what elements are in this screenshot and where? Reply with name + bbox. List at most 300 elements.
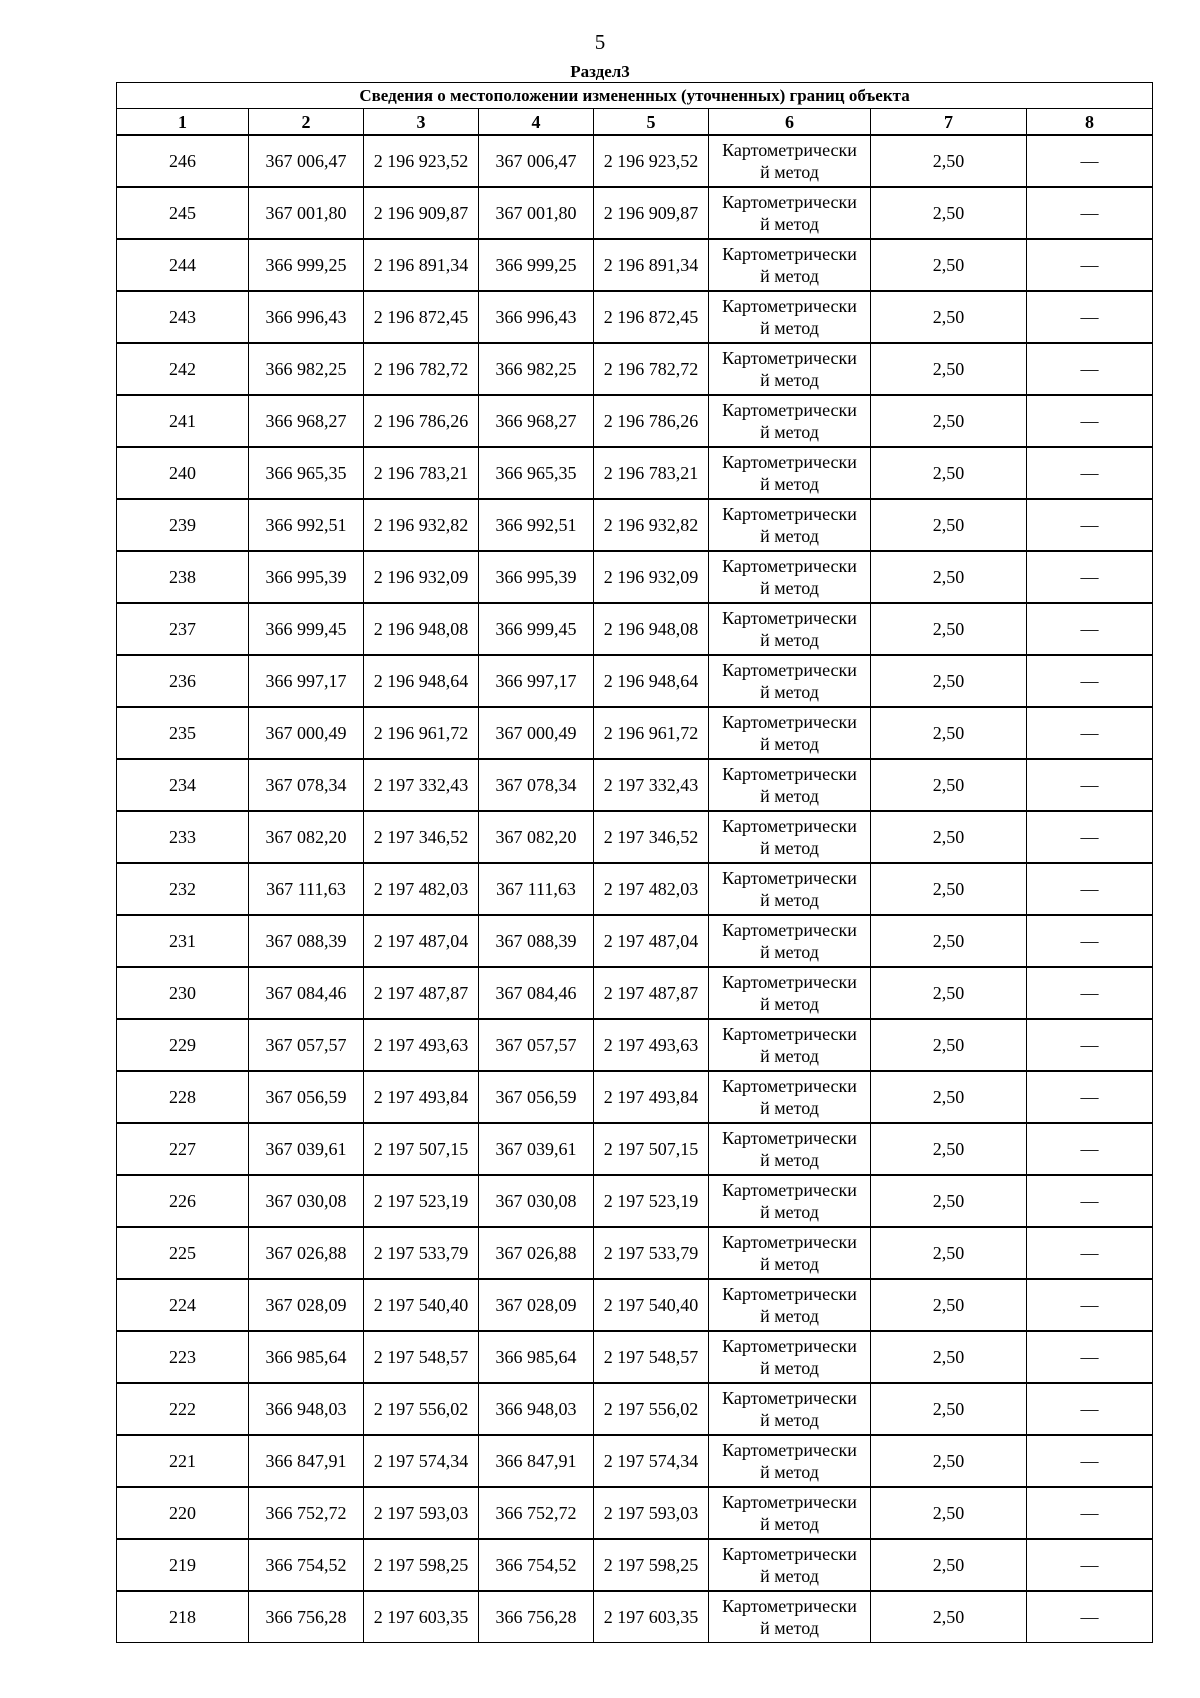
x-coordinate-existing: 367 057,57 (249, 1019, 364, 1071)
x-coordinate-existing: 367 001,80 (249, 187, 364, 239)
x-coordinate-existing: 366 754,52 (249, 1539, 364, 1591)
method-line-2: й метод (760, 1202, 819, 1222)
point-number: 244 (117, 239, 249, 291)
y-coordinate-existing: 2 197 540,40 (364, 1279, 479, 1331)
note-dash: — (1027, 551, 1153, 603)
y-coordinate-updated: 2 197 493,84 (594, 1071, 709, 1123)
y-coordinate-existing: 2 196 948,64 (364, 655, 479, 707)
method-line-2: й метод (760, 214, 819, 234)
method-cell (709, 239, 871, 291)
x-coordinate-updated: 366 756,28 (479, 1591, 594, 1643)
method-cell (709, 1227, 871, 1279)
method-line-2: й метод (760, 838, 819, 858)
method-line-1: Картометрически (722, 556, 857, 576)
method-line-2: й метод (760, 422, 819, 442)
x-coordinate-updated: 366 754,52 (479, 1539, 594, 1591)
x-coordinate-updated: 367 006,47 (479, 135, 594, 187)
y-coordinate-existing: 2 196 786,26 (364, 395, 479, 447)
table-row (117, 603, 1153, 655)
x-coordinate-updated: 366 996,43 (479, 291, 594, 343)
y-coordinate-existing: 2 197 523,19 (364, 1175, 479, 1227)
method-line-2: й метод (760, 942, 819, 962)
column-number: 3 (364, 109, 479, 136)
y-coordinate-updated: 2 196 872,45 (594, 291, 709, 343)
method-cell (709, 1123, 871, 1175)
method-line-1: Картометрически (722, 1492, 857, 1512)
x-coordinate-updated: 366 992,51 (479, 499, 594, 551)
y-coordinate-existing: 2 197 487,87 (364, 967, 479, 1019)
x-coordinate-updated: 367 000,49 (479, 707, 594, 759)
method-line-1: Картометрически (722, 816, 857, 836)
x-coordinate-updated: 366 997,17 (479, 655, 594, 707)
method-line-2: й метод (760, 526, 819, 546)
x-coordinate-existing: 366 982,25 (249, 343, 364, 395)
x-coordinate-existing: 367 056,59 (249, 1071, 364, 1123)
method-cell (709, 447, 871, 499)
note-dash: — (1027, 187, 1153, 239)
method-cell (709, 1539, 871, 1591)
y-coordinate-updated: 2 197 482,03 (594, 863, 709, 915)
point-number: 236 (117, 655, 249, 707)
point-number: 242 (117, 343, 249, 395)
table-row (117, 291, 1153, 343)
y-coordinate-existing: 2 196 782,72 (364, 343, 479, 395)
method-cell (709, 811, 871, 863)
y-coordinate-updated: 2 196 783,21 (594, 447, 709, 499)
y-coordinate-updated: 2 196 932,82 (594, 499, 709, 551)
y-coordinate-updated: 2 196 786,26 (594, 395, 709, 447)
method-cell (709, 499, 871, 551)
method-line-2: й метод (760, 1046, 819, 1066)
method-cell (709, 655, 871, 707)
accuracy-value: 2,50 (871, 1071, 1027, 1123)
x-coordinate-updated: 367 057,57 (479, 1019, 594, 1071)
table-caption-row (117, 83, 1153, 109)
method-cell (709, 1019, 871, 1071)
accuracy-value: 2,50 (871, 967, 1027, 1019)
y-coordinate-updated: 2 197 540,40 (594, 1279, 709, 1331)
accuracy-value: 2,50 (871, 1019, 1027, 1071)
method-line-2: й метод (760, 682, 819, 702)
point-number: 225 (117, 1227, 249, 1279)
method-line-1: Картометрически (722, 348, 857, 368)
accuracy-value: 2,50 (871, 1487, 1027, 1539)
column-number: 8 (1027, 109, 1153, 136)
column-number: 7 (871, 109, 1027, 136)
table-row (117, 655, 1153, 707)
accuracy-value: 2,50 (871, 655, 1027, 707)
y-coordinate-updated: 2 197 598,25 (594, 1539, 709, 1591)
note-dash: — (1027, 1071, 1153, 1123)
method-line-1: Картометрически (722, 1336, 857, 1356)
accuracy-value: 2,50 (871, 915, 1027, 967)
point-number: 224 (117, 1279, 249, 1331)
table-row (117, 1435, 1153, 1487)
method-cell (709, 1175, 871, 1227)
accuracy-value: 2,50 (871, 135, 1027, 187)
method-cell (709, 1071, 871, 1123)
method-line-1: Картометрически (722, 920, 857, 940)
table-row (117, 1331, 1153, 1383)
column-number: 6 (709, 109, 871, 136)
table-row (117, 499, 1153, 551)
table-row (117, 1591, 1153, 1643)
column-number: 2 (249, 109, 364, 136)
point-number: 245 (117, 187, 249, 239)
note-dash: — (1027, 239, 1153, 291)
x-coordinate-existing: 366 756,28 (249, 1591, 364, 1643)
x-coordinate-existing: 367 082,20 (249, 811, 364, 863)
method-line-1: Картометрически (722, 400, 857, 420)
point-number: 218 (117, 1591, 249, 1643)
method-line-1: Картометрически (722, 1076, 857, 1096)
x-coordinate-existing: 366 995,39 (249, 551, 364, 603)
method-line-1: Картометрически (722, 452, 857, 472)
point-number: 240 (117, 447, 249, 499)
table-row (117, 811, 1153, 863)
y-coordinate-existing: 2 196 783,21 (364, 447, 479, 499)
x-coordinate-existing: 367 006,47 (249, 135, 364, 187)
note-dash: — (1027, 1227, 1153, 1279)
y-coordinate-existing: 2 197 346,52 (364, 811, 479, 863)
y-coordinate-existing: 2 196 891,34 (364, 239, 479, 291)
y-coordinate-existing: 2 196 932,82 (364, 499, 479, 551)
x-coordinate-updated: 367 026,88 (479, 1227, 594, 1279)
x-coordinate-existing: 366 847,91 (249, 1435, 364, 1487)
x-coordinate-existing: 367 078,34 (249, 759, 364, 811)
x-coordinate-updated: 366 999,45 (479, 603, 594, 655)
accuracy-value: 2,50 (871, 395, 1027, 447)
method-cell (709, 291, 871, 343)
method-line-2: й метод (760, 578, 819, 598)
table-row (117, 915, 1153, 967)
accuracy-value: 2,50 (871, 447, 1027, 499)
y-coordinate-updated: 2 197 487,04 (594, 915, 709, 967)
y-coordinate-existing: 2 196 961,72 (364, 707, 479, 759)
y-coordinate-updated: 2 196 782,72 (594, 343, 709, 395)
point-number: 237 (117, 603, 249, 655)
point-number: 243 (117, 291, 249, 343)
method-cell (709, 967, 871, 1019)
accuracy-value: 2,50 (871, 1435, 1027, 1487)
x-coordinate-updated: 367 078,34 (479, 759, 594, 811)
method-line-2: й метод (760, 1618, 819, 1638)
method-line-1: Картометрически (722, 1596, 857, 1616)
x-coordinate-updated: 366 752,72 (479, 1487, 594, 1539)
y-coordinate-updated: 2 197 574,34 (594, 1435, 709, 1487)
y-coordinate-existing: 2 197 332,43 (364, 759, 479, 811)
method-line-1: Картометрически (722, 660, 857, 680)
method-cell (709, 187, 871, 239)
method-line-1: Картометрически (722, 192, 857, 212)
column-number: 5 (594, 109, 709, 136)
table-row (117, 551, 1153, 603)
boundary-table (116, 82, 1153, 1643)
point-number: 227 (117, 1123, 249, 1175)
note-dash: — (1027, 811, 1153, 863)
y-coordinate-updated: 2 197 533,79 (594, 1227, 709, 1279)
x-coordinate-updated: 367 030,08 (479, 1175, 594, 1227)
x-coordinate-existing: 367 030,08 (249, 1175, 364, 1227)
y-coordinate-existing: 2 197 593,03 (364, 1487, 479, 1539)
table-row (117, 1227, 1153, 1279)
table-row (117, 135, 1153, 187)
point-number: 222 (117, 1383, 249, 1435)
x-coordinate-updated: 367 039,61 (479, 1123, 594, 1175)
accuracy-value: 2,50 (871, 1123, 1027, 1175)
note-dash: — (1027, 499, 1153, 551)
accuracy-value: 2,50 (871, 811, 1027, 863)
method-line-2: й метод (760, 370, 819, 390)
method-line-1: Картометрически (722, 504, 857, 524)
table-row (117, 239, 1153, 291)
note-dash: — (1027, 1175, 1153, 1227)
table-row (117, 395, 1153, 447)
point-number: 226 (117, 1175, 249, 1227)
method-line-1: Картометрически (722, 868, 857, 888)
x-coordinate-updated: 366 982,25 (479, 343, 594, 395)
accuracy-value: 2,50 (871, 343, 1027, 395)
table-row (117, 1175, 1153, 1227)
y-coordinate-updated: 2 197 493,63 (594, 1019, 709, 1071)
point-number: 238 (117, 551, 249, 603)
accuracy-value: 2,50 (871, 1383, 1027, 1435)
y-coordinate-existing: 2 197 482,03 (364, 863, 479, 915)
accuracy-value: 2,50 (871, 1227, 1027, 1279)
accuracy-value: 2,50 (871, 759, 1027, 811)
x-coordinate-existing: 366 999,45 (249, 603, 364, 655)
x-coordinate-updated: 367 028,09 (479, 1279, 594, 1331)
column-number: 4 (479, 109, 594, 136)
note-dash: — (1027, 967, 1153, 1019)
method-line-2: й метод (760, 162, 819, 182)
point-number: 229 (117, 1019, 249, 1071)
method-line-2: й метод (760, 266, 819, 286)
point-number: 219 (117, 1539, 249, 1591)
x-coordinate-existing: 366 752,72 (249, 1487, 364, 1539)
method-line-2: й метод (760, 1462, 819, 1482)
note-dash: — (1027, 343, 1153, 395)
table-caption: Сведения о местоположении измененных (уточненных) границ объекта (117, 83, 1153, 109)
y-coordinate-existing: 2 197 603,35 (364, 1591, 479, 1643)
x-coordinate-existing: 366 996,43 (249, 291, 364, 343)
method-line-1: Картометрически (722, 1284, 857, 1304)
y-coordinate-existing: 2 197 533,79 (364, 1227, 479, 1279)
method-cell (709, 1331, 871, 1383)
point-number: 221 (117, 1435, 249, 1487)
y-coordinate-updated: 2 196 923,52 (594, 135, 709, 187)
x-coordinate-existing: 366 965,35 (249, 447, 364, 499)
y-coordinate-existing: 2 197 493,63 (364, 1019, 479, 1071)
x-coordinate-updated: 367 056,59 (479, 1071, 594, 1123)
y-coordinate-updated: 2 197 523,19 (594, 1175, 709, 1227)
method-line-2: й метод (760, 1254, 819, 1274)
x-coordinate-updated: 367 001,80 (479, 187, 594, 239)
method-line-1: Картометрически (722, 1180, 857, 1200)
note-dash: — (1027, 1019, 1153, 1071)
method-line-2: й метод (760, 1410, 819, 1430)
x-coordinate-updated: 366 985,64 (479, 1331, 594, 1383)
method-line-2: й метод (760, 474, 819, 494)
x-coordinate-existing: 366 999,25 (249, 239, 364, 291)
method-line-2: й метод (760, 1566, 819, 1586)
y-coordinate-updated: 2 197 593,03 (594, 1487, 709, 1539)
table-row (117, 1383, 1153, 1435)
note-dash: — (1027, 395, 1153, 447)
x-coordinate-updated: 367 111,63 (479, 863, 594, 915)
method-line-2: й метод (760, 630, 819, 650)
method-cell (709, 1383, 871, 1435)
y-coordinate-existing: 2 196 909,87 (364, 187, 479, 239)
method-line-1: Картометрически (722, 1440, 857, 1460)
y-coordinate-existing: 2 197 548,57 (364, 1331, 479, 1383)
accuracy-value: 2,50 (871, 603, 1027, 655)
method-line-2: й метод (760, 1306, 819, 1326)
point-number: 232 (117, 863, 249, 915)
method-cell (709, 1487, 871, 1539)
method-cell (709, 135, 871, 187)
table-row (117, 707, 1153, 759)
x-coordinate-existing: 366 997,17 (249, 655, 364, 707)
table-row (117, 447, 1153, 499)
point-number: 231 (117, 915, 249, 967)
y-coordinate-existing: 2 196 923,52 (364, 135, 479, 187)
x-coordinate-existing: 367 088,39 (249, 915, 364, 967)
x-coordinate-existing: 366 948,03 (249, 1383, 364, 1435)
x-coordinate-updated: 366 999,25 (479, 239, 594, 291)
table-row (117, 1487, 1153, 1539)
method-line-1: Картометрически (722, 1024, 857, 1044)
note-dash: — (1027, 1435, 1153, 1487)
note-dash: — (1027, 1383, 1153, 1435)
x-coordinate-existing: 366 968,27 (249, 395, 364, 447)
note-dash: — (1027, 1487, 1153, 1539)
method-line-2: й метод (760, 786, 819, 806)
method-line-1: Картометрически (722, 244, 857, 264)
table-row (117, 759, 1153, 811)
section-title: Раздел3 (570, 62, 630, 81)
point-number: 228 (117, 1071, 249, 1123)
x-coordinate-updated: 366 948,03 (479, 1383, 594, 1435)
method-cell (709, 551, 871, 603)
column-number-row (117, 109, 1153, 136)
note-dash: — (1027, 1279, 1153, 1331)
x-coordinate-existing: 367 039,61 (249, 1123, 364, 1175)
method-line-1: Картометрически (722, 764, 857, 784)
x-coordinate-existing: 367 026,88 (249, 1227, 364, 1279)
accuracy-value: 2,50 (871, 1175, 1027, 1227)
point-number: 234 (117, 759, 249, 811)
method-cell (709, 395, 871, 447)
table-row (117, 1071, 1153, 1123)
accuracy-value: 2,50 (871, 551, 1027, 603)
y-coordinate-updated: 2 196 948,08 (594, 603, 709, 655)
table-row (117, 343, 1153, 395)
table-row (117, 863, 1153, 915)
y-coordinate-updated: 2 196 891,34 (594, 239, 709, 291)
y-coordinate-existing: 2 197 598,25 (364, 1539, 479, 1591)
table-row (117, 1279, 1153, 1331)
accuracy-value: 2,50 (871, 187, 1027, 239)
method-line-1: Картометрически (722, 1388, 857, 1408)
y-coordinate-existing: 2 196 932,09 (364, 551, 479, 603)
point-number: 220 (117, 1487, 249, 1539)
x-coordinate-existing: 366 992,51 (249, 499, 364, 551)
x-coordinate-existing: 366 985,64 (249, 1331, 364, 1383)
note-dash: — (1027, 759, 1153, 811)
method-line-2: й метод (760, 1098, 819, 1118)
method-line-2: й метод (760, 1514, 819, 1534)
note-dash: — (1027, 1123, 1153, 1175)
method-line-1: Картометрически (722, 1128, 857, 1148)
table-row (117, 1539, 1153, 1591)
point-number: 241 (117, 395, 249, 447)
x-coordinate-updated: 367 084,46 (479, 967, 594, 1019)
accuracy-value: 2,50 (871, 1279, 1027, 1331)
note-dash: — (1027, 603, 1153, 655)
note-dash: — (1027, 135, 1153, 187)
method-cell (709, 343, 871, 395)
x-coordinate-updated: 366 995,39 (479, 551, 594, 603)
method-line-1: Картометрически (722, 1544, 857, 1564)
table-row (117, 1019, 1153, 1071)
method-cell (709, 707, 871, 759)
accuracy-value: 2,50 (871, 1539, 1027, 1591)
point-number: 223 (117, 1331, 249, 1383)
y-coordinate-existing: 2 197 574,34 (364, 1435, 479, 1487)
table-row (117, 1123, 1153, 1175)
note-dash: — (1027, 291, 1153, 343)
method-line-2: й метод (760, 994, 819, 1014)
x-coordinate-existing: 367 084,46 (249, 967, 364, 1019)
x-coordinate-updated: 366 968,27 (479, 395, 594, 447)
y-coordinate-updated: 2 197 507,15 (594, 1123, 709, 1175)
y-coordinate-existing: 2 197 507,15 (364, 1123, 479, 1175)
method-line-2: й метод (760, 1358, 819, 1378)
method-line-2: й метод (760, 318, 819, 338)
accuracy-value: 2,50 (871, 707, 1027, 759)
method-cell (709, 603, 871, 655)
note-dash: — (1027, 915, 1153, 967)
y-coordinate-updated: 2 196 948,64 (594, 655, 709, 707)
x-coordinate-existing: 367 028,09 (249, 1279, 364, 1331)
point-number: 235 (117, 707, 249, 759)
accuracy-value: 2,50 (871, 1591, 1027, 1643)
note-dash: — (1027, 1331, 1153, 1383)
method-line-1: Картометрически (722, 296, 857, 316)
note-dash: — (1027, 1591, 1153, 1643)
note-dash: — (1027, 447, 1153, 499)
method-line-1: Картометрически (722, 972, 857, 992)
table-row (117, 967, 1153, 1019)
x-coordinate-existing: 367 111,63 (249, 863, 364, 915)
y-coordinate-updated: 2 197 548,57 (594, 1331, 709, 1383)
y-coordinate-updated: 2 197 487,87 (594, 967, 709, 1019)
x-coordinate-updated: 366 965,35 (479, 447, 594, 499)
x-coordinate-updated: 366 847,91 (479, 1435, 594, 1487)
y-coordinate-updated: 2 196 961,72 (594, 707, 709, 759)
accuracy-value: 2,50 (871, 239, 1027, 291)
method-line-2: й метод (760, 890, 819, 910)
y-coordinate-existing: 2 197 493,84 (364, 1071, 479, 1123)
method-line-1: Картометрически (722, 712, 857, 732)
method-line-1: Картометрически (722, 1232, 857, 1252)
method-line-1: Картометрически (722, 140, 857, 160)
point-number: 233 (117, 811, 249, 863)
y-coordinate-existing: 2 196 948,08 (364, 603, 479, 655)
table-row (117, 187, 1153, 239)
method-line-2: й метод (760, 734, 819, 754)
